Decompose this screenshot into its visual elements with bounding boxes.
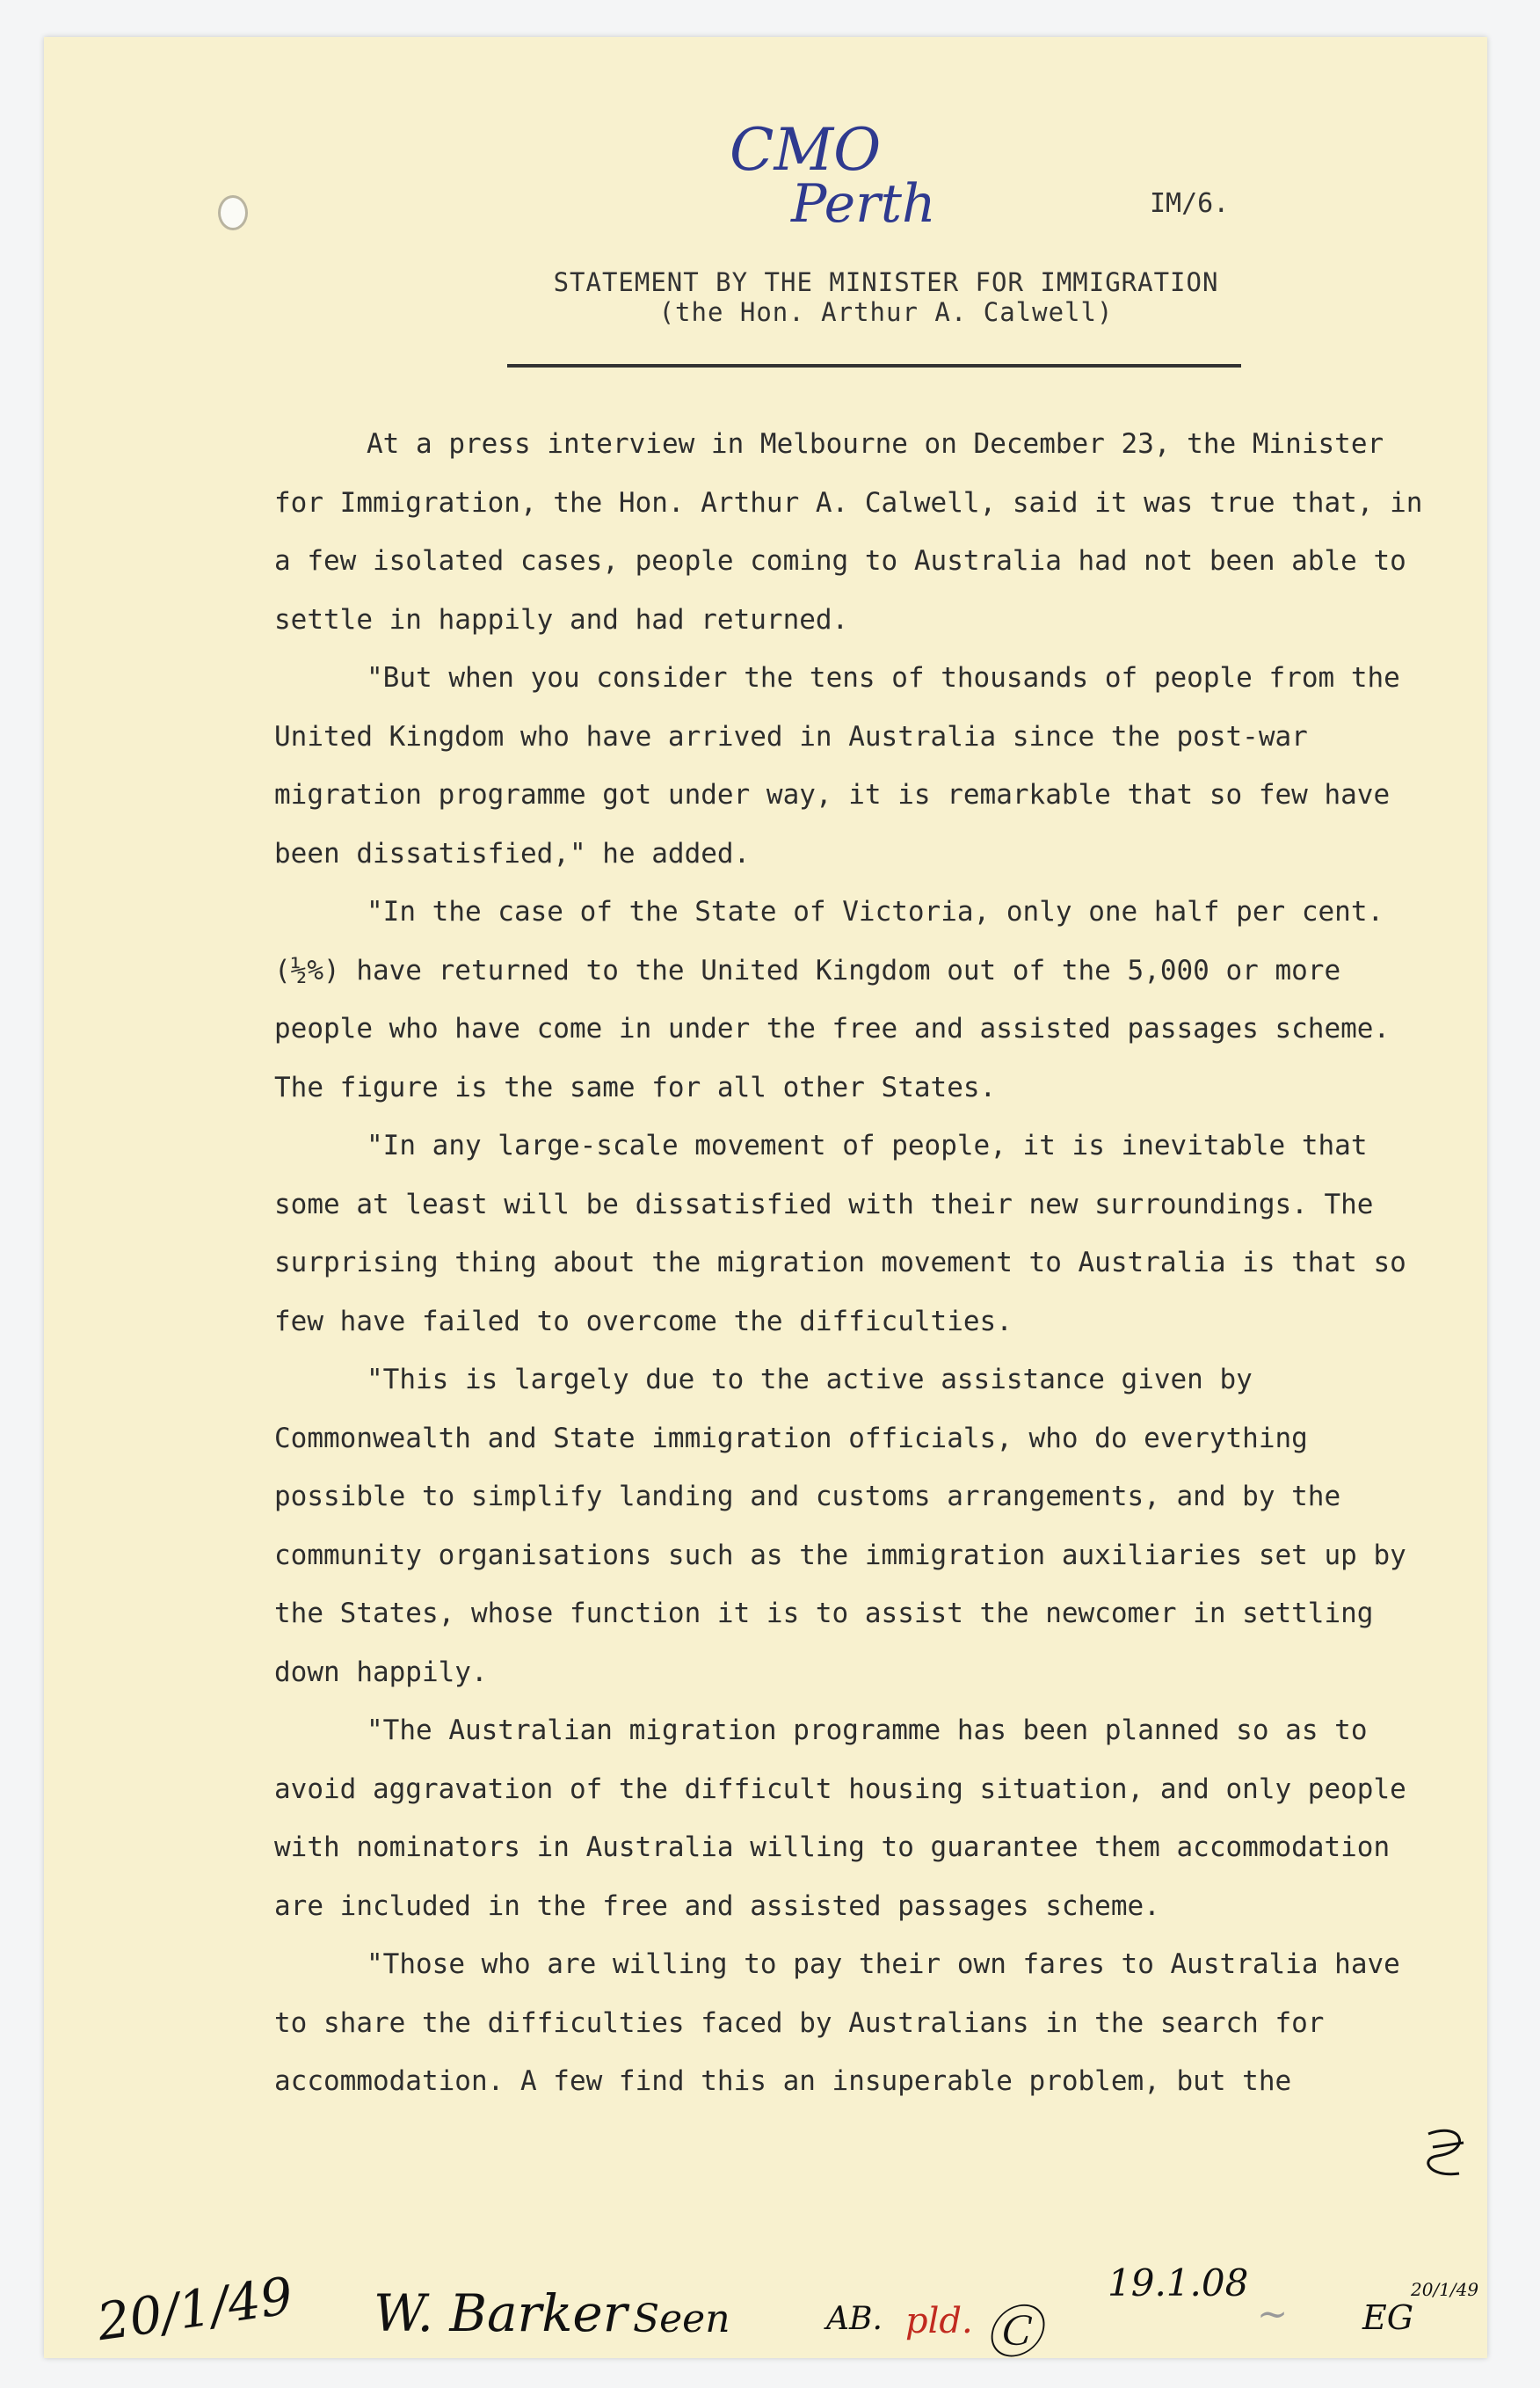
signature-date: 20/1/49	[93, 2265, 297, 2353]
statement-body	[274, 415, 1426, 2111]
signature-name: W. Barker	[374, 2283, 628, 2343]
signature-initials: EG	[1362, 2298, 1414, 2337]
signature-strip	[93, 2261, 1503, 2367]
signature-c: Ⓒ	[984, 2301, 1041, 2366]
signature-grey: ~	[1257, 2292, 1289, 2335]
paragraph: "The Australian migration programme has been planned so as to avoid aggravation of the difficult housing situation, and only people with nominators in Australia willing to guarantee them accommodation are included in the free and assisted passages scheme.	[274, 1715, 1406, 1922]
paragraph: "In any large-scale movement of people, it is inevitable that some at least will be dissatisfied with their new surroundings. The surprising thing about the migration movement to Australia is that so few have failed to overcome the difficulties.	[274, 1130, 1406, 1337]
signature-seen: Seen	[633, 2297, 730, 2341]
paragraph: "But when you consider the tens of thousands of people from the United Kingdom who have arrived in Australia since the post-war migration programme got under way, it is remarkable that so few have been dissatisfied," he added.	[274, 662, 1400, 870]
paragraph: "In the case of the State of Victoria, only one half per cent. (½%) have returned to the United Kingdom out of the 5,000 or more people who have come in under the free and assisted passages scheme. The figure is the same for all other States.	[274, 896, 1391, 1103]
title-line-1: STATEMENT BY THE MINISTER FOR IMMIGRATION	[553, 267, 1219, 297]
document-page	[44, 37, 1487, 2366]
handwritten-city: Perth	[791, 173, 936, 235]
paragraph: "This is largely due to the active assistance given by Commonwealth and State immigration officials, who do everything possible to simplify landing and customs arrangements, and by the community organisations such as the immigration auxiliaries set up by the States, whose function it is to assist the newcomer in settling down happily.	[274, 1364, 1406, 1688]
document-reference: IM/6.	[1150, 188, 1230, 219]
paragraph: At a press interview in Melbourne on December 23, the Minister for Immigration, the Hon. Arthur A. Calwell, said it was true that, in a few isolated cases, people coming to Australia had not been able to settle in happily and had returned.	[274, 428, 1423, 636]
signature-date-note: 20/1/49	[1411, 2279, 1479, 2300]
title-rule	[507, 364, 1241, 368]
title-line-2: (the Hon. Arthur A. Calwell)	[658, 297, 1114, 327]
handwritten-office: CMO	[730, 116, 882, 184]
punch-hole	[218, 195, 248, 230]
signature-ab: AB.	[826, 2301, 883, 2337]
handwritten-mark-icon	[1411, 2116, 1481, 2187]
paragraph: "Those who are willing to pay their own fares to Australia have to share the difficulties faced by Australians in the search for accommodation. A few find this an insuperable problem, but the	[274, 1948, 1400, 2097]
signature-red-initials: pld.	[905, 2301, 973, 2341]
document-title	[473, 267, 1299, 327]
signature-time: 19.1.08	[1108, 2261, 1249, 2304]
